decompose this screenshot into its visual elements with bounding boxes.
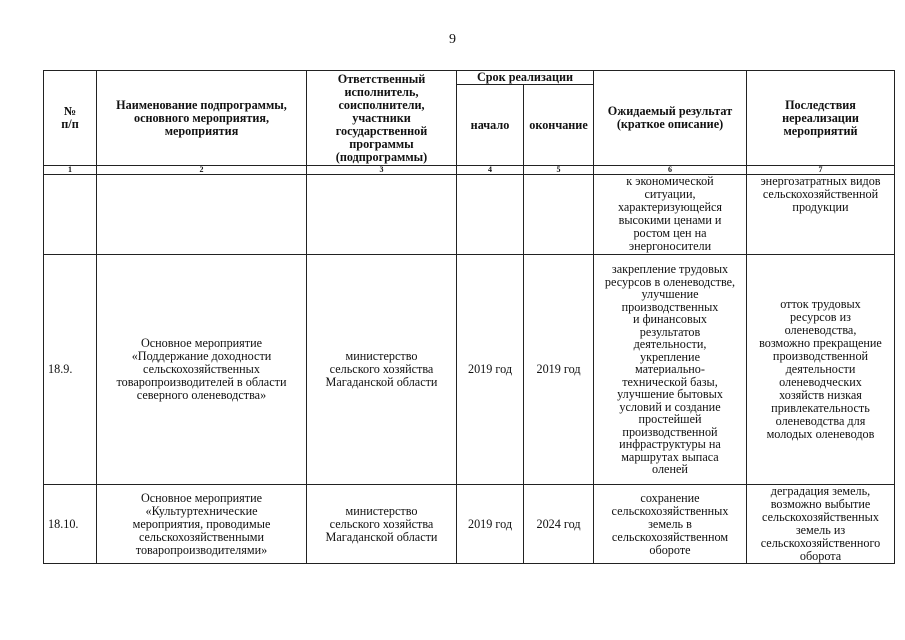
column-number: 5 <box>524 166 594 175</box>
row-number <box>44 175 97 255</box>
row-number: 18.9. <box>44 255 97 485</box>
column-number-row <box>44 166 895 175</box>
column-number: 7 <box>747 166 895 175</box>
header-end: окончание <box>524 85 594 166</box>
header-executor: Ответственный исполнитель, соисполнители, участники государственной программы (подпрограммы) <box>307 71 457 166</box>
page-number: 9 <box>449 32 456 47</box>
row-executor: министерство сельского хозяйства Магаданской области <box>307 485 457 564</box>
header-consequence: Последствия нереализации мероприятий <box>747 71 895 166</box>
column-number: 2 <box>97 166 307 175</box>
row-start <box>457 175 524 255</box>
row-consequence: деградация земель, возможно выбытие сельскохозяйственных земель из сельскохозяйственного оборота <box>747 485 895 564</box>
row-result: закрепление трудовых ресурсов в оленеводстве, улучшение производственных и финансовых результатов деятельности, укрепление материально- технической базы, улучшение бытовых условий и создание простейшей производственной инфраструктуры на маршрутах выпаса оленей <box>594 255 747 485</box>
row-name: Основное мероприятие «Культуртехнические мероприятия, проводимые сельскохозяйственными товаропроизводителями» <box>97 485 307 564</box>
row-executor <box>307 175 457 255</box>
row-end <box>524 175 594 255</box>
row-start: 2019 год <box>457 255 524 485</box>
header-number: № п/п <box>44 71 97 166</box>
column-number: 3 <box>307 166 457 175</box>
table-row <box>44 255 895 485</box>
column-number: 6 <box>594 166 747 175</box>
row-name <box>97 175 307 255</box>
row-result: сохранение сельскохозяйственных земель в сельскохозяйственном обороте <box>594 485 747 564</box>
column-number: 1 <box>44 166 97 175</box>
header-result: Ожидаемый результат (краткое описание) <box>594 71 747 166</box>
table-row <box>44 485 895 564</box>
row-end: 2019 год <box>524 255 594 485</box>
header-start: начало <box>457 85 524 166</box>
column-number: 4 <box>457 166 524 175</box>
header-period: Срок реализации <box>457 71 594 85</box>
row-result: к экономической ситуации, характеризующейся высокими ценами и ростом цен на энергоносители <box>594 175 747 255</box>
row-consequence: отток трудовых ресурсов из оленеводства, возможно прекращение производственной деятельности оленеводческих хозяйств низкая привлекательность оленеводства для молодых оленеводов <box>747 255 895 485</box>
row-consequence: энергозатратных видов сельскохозяйственной продукции <box>747 175 895 255</box>
row-end: 2024 год <box>524 485 594 564</box>
row-start: 2019 год <box>457 485 524 564</box>
row-executor: министерство сельского хозяйства Магаданской области <box>307 255 457 485</box>
program-table <box>43 70 895 564</box>
row-number: 18.10. <box>44 485 97 564</box>
row-name: Основное мероприятие «Поддержание доходности сельскохозяйственных товаропроизводителей в области северного оленеводства» <box>97 255 307 485</box>
table-row <box>44 175 895 255</box>
header-name: Наименование подпрограммы, основного мероприятия, мероприятия <box>97 71 307 166</box>
